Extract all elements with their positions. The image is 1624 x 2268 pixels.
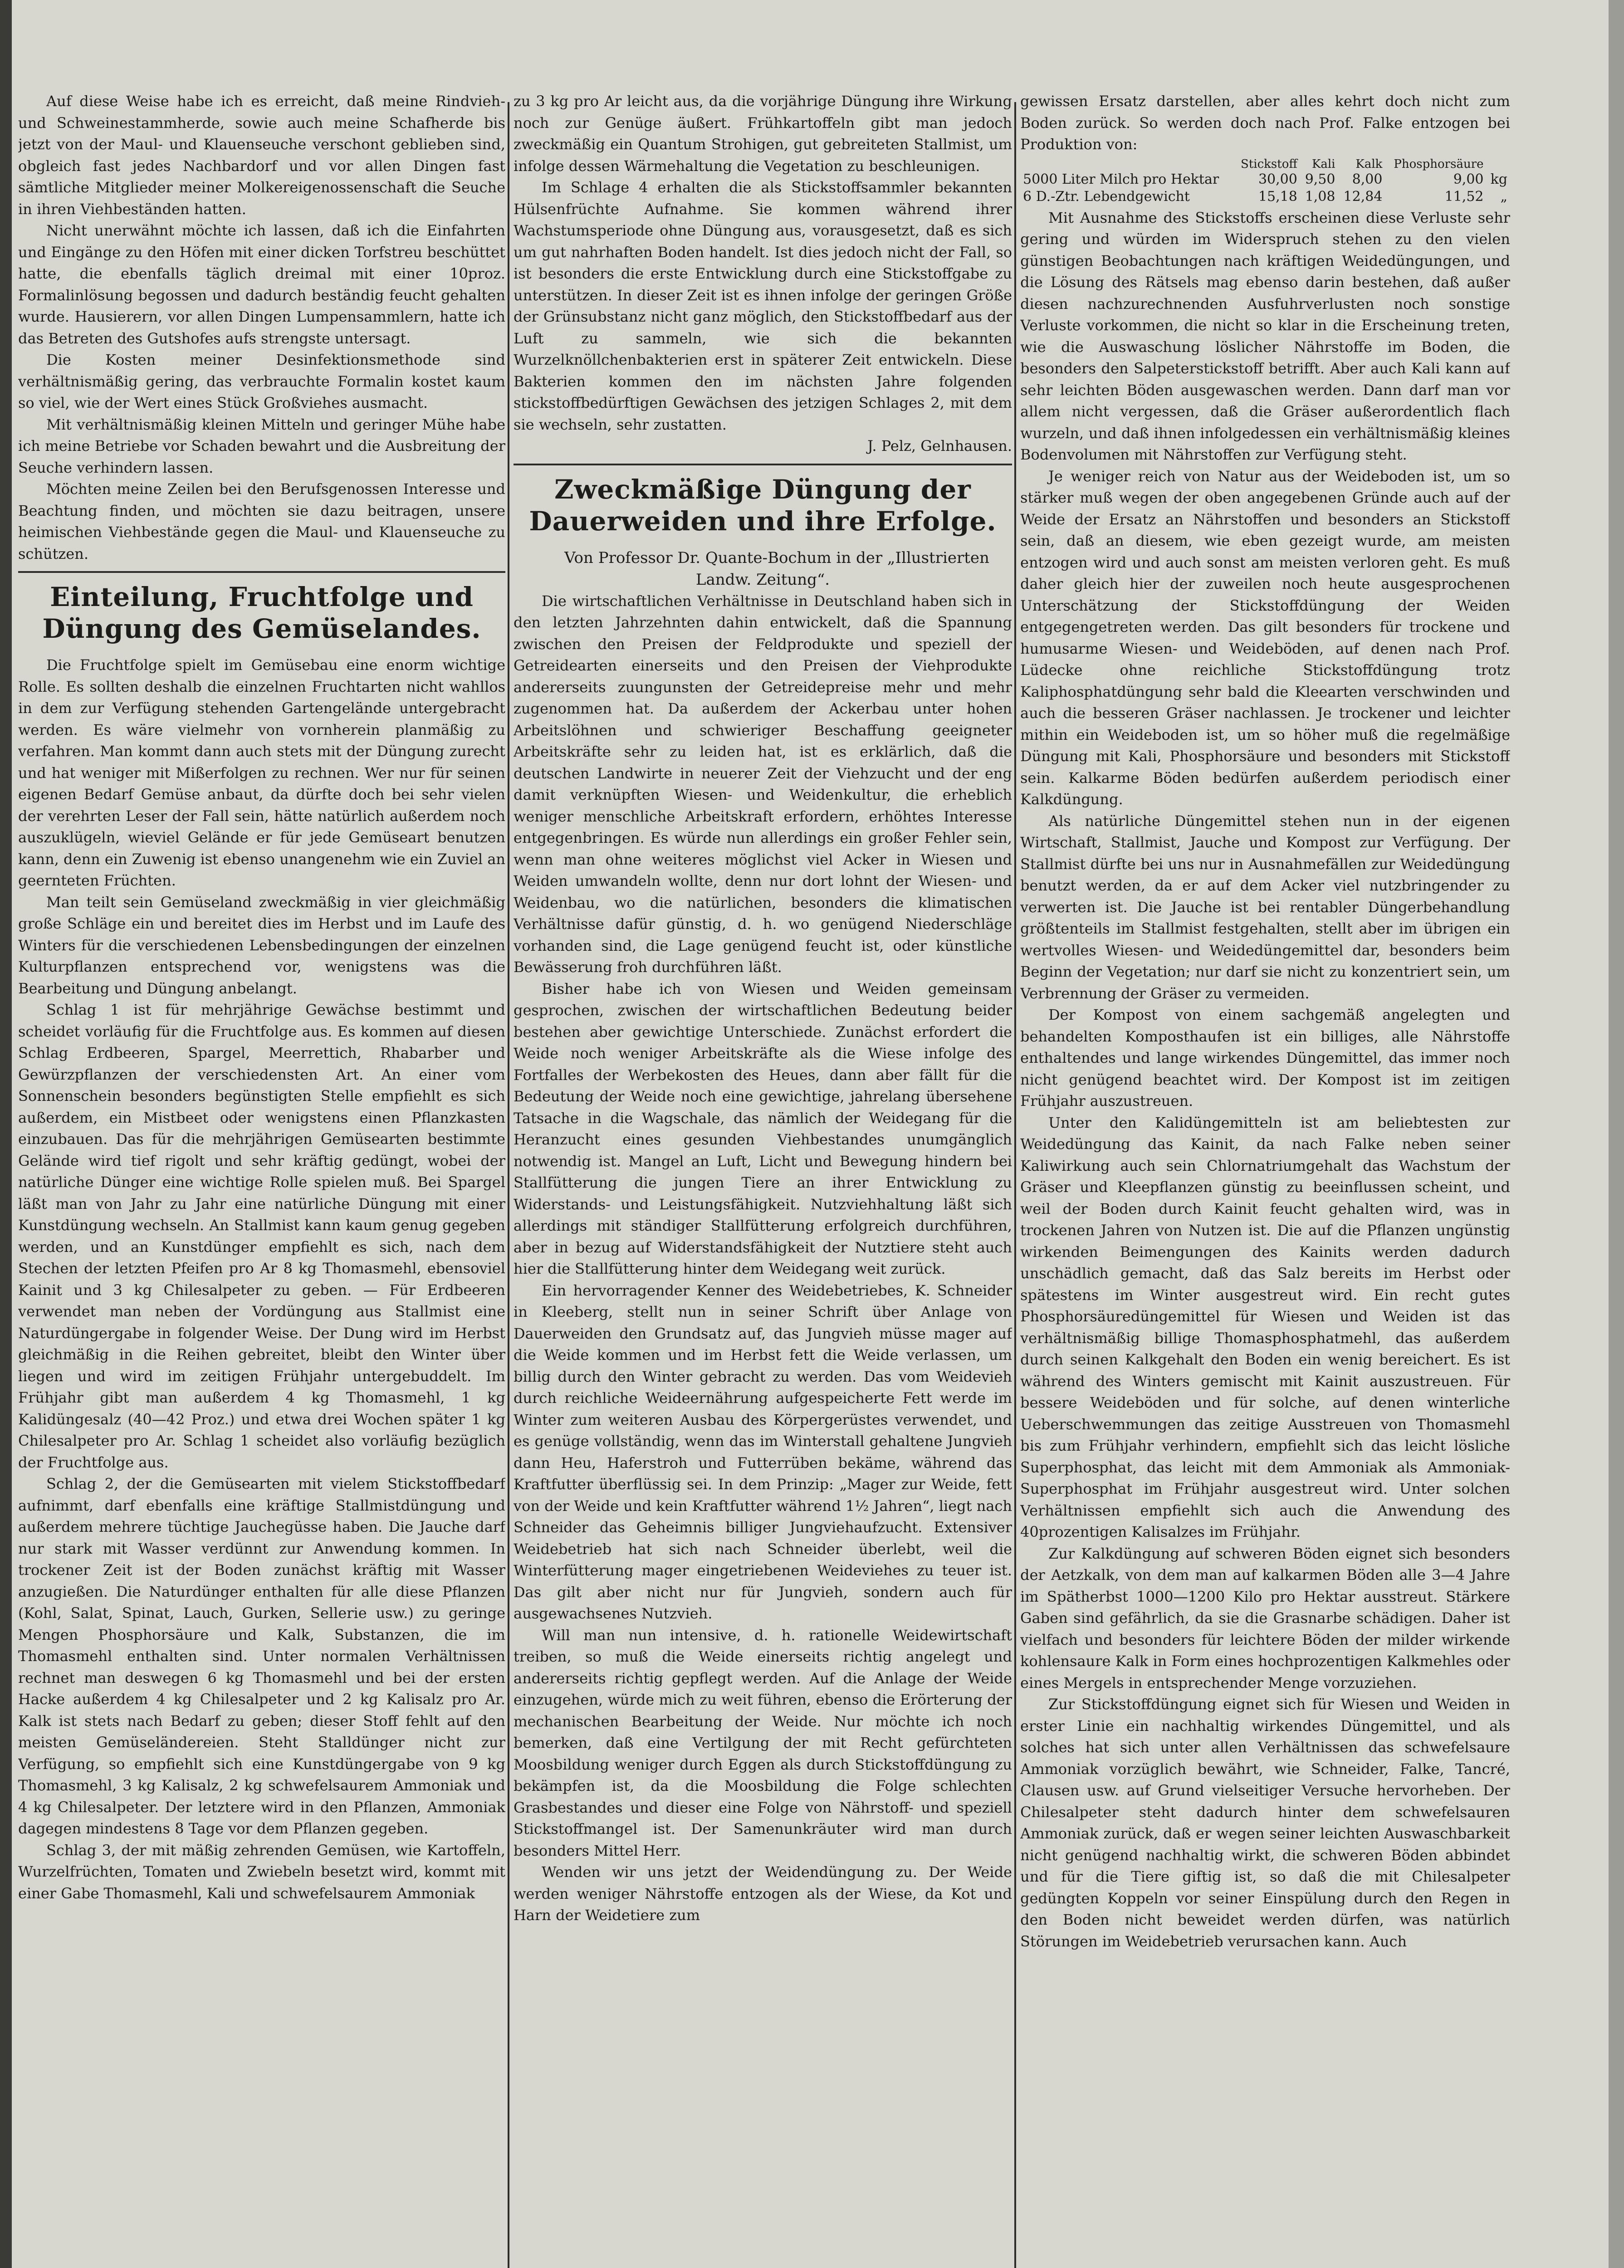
binding-spine [0,0,12,2268]
paragraph: Die wirtschaftlichen Verhältnisse in Deutschland haben sich in den letzten Jahrzehnten dahin entwickelt, daß die Spannung zwischen den Preisen der Feldprodukte und speziell der Getreidearten einerseits und den Preisen der Viehprodukte andererseits zuungunsten der Getreidepreise mehr und mehr zugenommen hat. Da außerdem der Ackerbau unter hohen Arbeitslöhnen und schwieriger Beschaffung geeigneter Arbeitskräfte sehr zu leiden hat, ist es erklärlich, daß die deutschen Landwirte in neuerer Zeit der Viehzucht und der eng damit verknüpften Wiesen- und Weidenkultur, die erheblich weniger menschliche Arbeitskraft erfordern, erhöhtes Interesse entgegenbringen. Es würde nun allerdings ein großer Fehler sein, wenn man ohne weiteres möglichst viel Acker in Wiesen und Weiden umwandeln wollte, denn nur dort lohnt der Wiesen- und Weidenbau, wo die natürlichen, besonders die klimatischen Verhältnisse dafür günstig, d. h. wo genügend Niederschläge vorhanden sind, die Lage genügend feucht ist, oder künstliche Bewässerung froh durchführen läßt. [514,592,1012,976]
paragraph: Mit Ausnahme des Stickstoffs erscheinen diese Verluste sehr gering und würden im Widerspruch stehen zu den vielen günstigen Beobachtungen nach kräftigen Weidedüngungen, und die Lösung des Rätsels mag ebenso darin bestehen, daß außer diesen nachzurechnenden Ausfuhrverlusten noch sonstige Verluste vorkommen, die nicht so klar in die Erscheinung treten, wie die Auswaschung löslicher Nährstoffe im Boden, die besonders den Salpeterstickstoff betrifft. Aber auch Kali kann auf sehr leichten Böden ausgewaschen werden. Dann darf man vor allem nicht vergessen, daß die Gräser außerordentlich flach wurzeln, und daß ihnen infolgedessen ein verhältnismäßig kleines Bodenvolumen mit Nährstoffen zur Verfügung steht. [1020,209,1510,463]
paragraph: Schlag 2, der die Gemüsearten mit vielem Stickstoffbedarf aufnimmt, darf ebenfalls eine kräftige Stallmistdüngung und außerdem mehrere tüchtige Jauchegüsse haben. Die Jauche darf nur stark mit Wasser verdünnt zur Anwendung kommen. In trockener Zeit ist der Boden zunächst kräftig mit Wasser anzugießen. Die Naturdünger enthalten für alle diese Pflanzen (Kohl, Salat, Spinat, Lauch, Gurken, Sellerie usw.) zu geringe Mengen Phosphorsäure und Kalk, Substanzen, die im Thomasmehl enthalten sind. Unter normalen Verhältnissen rechnet man deswegen 6 kg Thomasmehl und bei der ersten Hacke außerdem 4 kg Chilesalpeter und 2 kg Kalisalz pro Ar. Kalk ist stets nach Bedarf zu geben; dieser Stoff fehlt auf den meisten Gemüseländereien. Steht Stalldünger nicht zur Verfügung, so empfiehlt sich eine Kunstdüngergabe von 9 kg Thomasmehl, 3 kg Kalisalz, 2 kg schwefelsaurem Ammoniak und 4 kg Chilesalpeter. Der letztere wird in den Pflanzen, Ammoniak dagegen mindestens 8 Tage vor dem Pflanzen gegeben. [18,1475,505,1837]
paragraph: Mit verhältnismäßig kleinen Mitteln und geringer Mühe habe ich meine Betriebe vor Schaden bewahrt und die Ausbreitung der Seuche verhindern lassen. [18,415,505,476]
table-header: Kalk [1355,157,1383,171]
table-cell: 6 D.-Ztr. Lebendgewicht [1023,188,1190,205]
column-middle [514,91,1012,2268]
section-divider [514,464,1012,465]
paragraph: Zur Kalkdüngung auf schweren Böden eignet sich besonders der Aetzkalk, von dem man auf kalkarmen Böden alle 3—4 Jahre im Spätherbst 1000—1200 Kilo pro Hektar ausstreut. Stärkere Gaben sind gefährlich, da sie die Grasnarbe schädigen. Daher ist vielfach und besonders für leichtere Böden der milder wirkende kohlensaure Kalk in Form eines hochprozentigen Kalkmehles oder eines Mergels in entsprechender Menge vorzuziehen. [1020,1545,1510,1691]
paragraph: Nicht unerwähnt möchte ich lassen, daß ich die Einfahrten und Eingänge zu den Höfen mit einer dicken Torfstreu beschüttet hatte, die ebenfalls täglich dreimal mit einer 10proz. Formalinlösung begossen und dadurch beständig feucht gehalten wurde. Hausierern, vor allen Dingen Lumpensammlern, hatte ich das Betreten des Gutshofes aufs strengste untersagt. [18,222,505,347]
table-cell: 9,00 [1453,171,1484,187]
paragraph: Je weniger reich von Natur aus der Weideboden ist, um so stärker muß wegen der oben angegebenen Gründe auch auf der Weide der Ersatz an Nährstoffen und besonders an Stickstoff sein, daß an diesem, wie eben gezeigt wurde, am meisten entzogen wird und auch sonst am meisten verloren geht. Es muß daher gleich hier der zuweilen noch heute ausgesprochenen Unterschätzung der Stickstoffdüngung der Weiden entgegengetreten werden. Das gilt besonders für trockene und humusarme Wiesen- und Weideböden, auf denen nach Prof. Lüdecke ohne reichliche Stickstoffdüngung trotz Kaliphosphatdüngung sehr bald die Kleearten verschwinden und auch die besseren Gräser nachlassen. Je trockener und leichter mithin ein Weideboden ist, um so höher muß die regelmäßige Düngung mit Kali, Phosphorsäure und besonders mit Stickstoff sein. Kalkarme Böden bedürfen außerdem periodisch einer Kalkdüngung. [1020,467,1510,808]
article-heading: Zweckmäßige Düngung der Dauerweiden und ihre Erfolge. [529,474,997,537]
table-header: Phosphorsäure [1394,157,1484,171]
paragraph: Bisher habe ich von Wiesen und Weiden gemeinsam gesprochen, zwischen der wirtschaftlichen Bedeutung beider bestehen aber gewichtige Unterschiede. Zunächst erfordert die Weide noch weniger Arbeitskräfte als die Wiese infolge des Fortfalles der Werbekosten des Heues, dann aber fällt für die Bedeutung der Weide noch eine gewichtige, jahrelang übersehene Tatsache in die Wagschale, das nämlich der Weidegang für die Heranzucht eines gesunden Viehbestandes unumgänglich notwendig ist. Mangel an Luft, Licht und Bewegung hindern bei Stallfütterung die jungen Tiere an ihrer Entwicklung zu Widerstands- und Leistungsfähigkeit. Nutzviehhaltung läßt sich allerdings mit ständiger Stallfütterung erfolgreich durchführen, aber in bezug auf Widerstandsfähigkeit der Nutztiere steht auch hier die Stallfütterung hinter dem Weidegang weit zurück. [514,980,1012,1277]
table-header: Kali [1311,157,1335,171]
paragraph: Wenden wir uns jetzt der Weidendüngung zu. Der Weide werden weniger Nährstoffe entzogen als der Wiese, da Kot und Harn der Weidetiere zum [514,1863,1012,1924]
paragraph: Im Schlage 4 erhalten die als Stickstoffsammler bekannten Hülsenfrüchte Aufnahme. Sie kommen während ihrer Wachstumsperiode ohne Düngung aus, vorausgesetzt, daß es sich um gut nahrhaften Boden handelt. Ist dies jedoch nicht der Fall, so ist besonders die erste Entwicklung durch eine Stickstoffgabe zu unterstützen. In dieser Zeit ist es ihnen infolge der geringen Größe der Grünsubstanz nicht ganz möglich, den Stickstoffbedarf aus der Luft zu sammeln, wie sich die bekannten Wurzelknöllchenbakterien erst in späterer Zeit entwickeln. Diese Bakterien kommen den im nächsten Jahre folgenden stickstoffbedürftigen Gewächsen des jetzigen Schlages 2, mit dem sie wechseln, sehr zustatten. [514,179,1012,433]
paragraph: zu 3 kg pro Ar leicht aus, da die vorjährige Düngung ihre Wirkung noch zur Genüge äußert. Frühkartoffeln gibt man jedoch zweckmäßig ein Quantum Strohigen, gut gebreiteten Stallmist, um infolge dessen Wärmehaltung die Vegetation zu beschleunigen. [514,93,1012,175]
paragraph: Die Kosten meiner Desinfektionsmethode sind verhältnismäßig gering, das verbrauchte Formalin kostet kaum so viel, wie der Wert eines Stück Großviehes ausmacht. [18,351,505,411]
paragraph: Auf diese Weise habe ich es erreicht, daß meine Rindvieh- und Schweinestammherde, sowie auch meine Schafherde bis jetzt von der Maul- und Klauenseuche verschont geblieben sind, obgleich fast jedes Nachbardorf und vor allen Dingen fast sämtliche Mitglieder meiner Molkereigenossenschaft die Seuche in ihren Viehbeständen hatten. [18,93,505,218]
table-cell: 30,00 [1258,171,1297,187]
column-rule [508,102,509,2268]
table-row [1020,188,1510,205]
paragraph: Will man nun intensive, d. h. rationelle Weidewirtschaft treiben, so muß die Weide einerseits richtig angelegt und andererseits richtig gepflegt werden. Auf die Anlage der Weide einzugehen, würde mich zu weit führen, ebenso die Erörterung der mechanischen Bearbeitung der Weide. Nur möchte ich noch bemerken, daß eine Vertilgung der mit Recht gefürchteten Moosbildung weniger durch Eggen als durch Stickstoffdüngung zu bekämpfen ist, da die Moosbildung die Folge schlechten Grasbestandes und dieser eine Folge von Nährstoff- und speziell Stickstoffmangel ist. Der Samenunkräuter wird man durch besonders Mittel Herr. [514,1626,1012,1859]
paragraph: Die Fruchtfolge spielt im Gemüsebau eine enorm wichtige Rolle. Es sollten deshalb die einzelnen Fruchtarten nicht wahllos in dem zur Verfügung stehenden Gartengelände untergebracht werden. Es wäre vielmehr von vornherein planmäßig zu verfahren. Man kommt dann auch stets mit der Düngung zurecht und hat weniger mit Mißerfolgen zu rechnen. Wer nur für seinen eigenen Bedarf Gemüse anbaut, da dürfte doch bei sehr vielen der verehrten Leser der Fall sein, hätte natürlich außerdem noch auszuklügeln, wieviel Gelände er für jede Gemüseart benutzen kann, denn ein Zuwenig ist ebenso unangenehm wie ein Zuviel an geernteten Früchten. [18,656,505,889]
page-edge [1609,0,1624,2268]
table-cell: 8,00 [1352,171,1383,187]
table-cell: 1,08 [1305,188,1335,205]
paragraph: Ein hervorragender Kenner des Weidebetriebes, K. Schneider in Kleeberg, stellt nun in seiner Schrift über Anlage von Dauerweiden den Grundsatz auf, das Jungvieh müsse mager auf die Weide kommen und im Herbst fett die Weide verlassen, um billig durch den Winter gebracht zu werden. Das vom Weidevieh durch reichliche Weideernährung aufgespeicherte Fett werde im Winter zum weiteren Ausbau des Körpergerüstes verwendet, und es genüge vollständig, wenn das im Winterstall gehaltene Jungvieh dann Heu, Haferstroh und Futterrüben bekäme, während das Kraftfutter überflüssig sei. In dem Prinzip: „Mager zur Weide, fett von der Weide und kein Kraftfutter während 1½ Jahren“, liegt nach Schneider das Geheimnis billiger Jungviehaufzucht. Extensiver Weidebetrieb hat sich nach Schneider überlebt, weil die Winterfütterung mager eingetriebenen Weideviehes zu teuer ist. Das gilt aber nicht nur für Jungvieh, sondern auch für ausgewachsenes Nutzvieh. [514,1281,1012,1622]
table-header [1020,157,1234,171]
table-row [1020,171,1510,188]
paragraph: gewissen Ersatz darstellen, aber alles kehrt doch nicht zum Boden zurück. So werden doch nach Prof. Falke entzogen bei Produktion von: [1020,93,1510,153]
article-heading: Einteilung, Fruchtfolge und Düngung des Gemüselandes. [42,582,481,644]
paragraph: Schlag 3, der mit mäßig zehrenden Gemüsen, wie Kartoffeln, Wurzelfrüchten, Tomaten und Zwiebeln besetzt wird, kommt mit einer Gabe Thomasmehl, Kali und schwefelsaurem Ammoniak [18,1841,505,1902]
nutrient-table [1020,157,1510,205]
article-byline: Von Professor Dr. Quante-Bochum in der „Illustrierten Landw. Zeitung“. [564,548,989,589]
table-header: Stickstoff [1241,157,1297,171]
paragraph: Zur Stickstoffdüngung eignet sich für Wiesen und Weiden in erster Linie ein nachhaltig wirkendes Düngemittel, und als solches hat sich unter allen Verhältnissen das schwefelsaure Ammoniak vorzüglich bewährt, wie Schneider, Falke, Tancré, Clausen usw. auf Grund vielseitiger Versuche hervorheben. Der Chilesalpeter steht dadurch hinter dem schwefelsauren Ammoniak zurück, daß er wegen seiner leichten Auswaschbarkeit nicht genügend nachhaltig wirkt, die schweren Böden abbindet und für die Tiere giftig ist, so daß die mit Chilesalpeter gedüngten Koppeln vor seiner Einspülung durch den Regen in den Boden nicht beweidet werden dürfen, was natürlich Störungen im Weidebetrieb verursachen kann. Auch [1020,1696,1510,1950]
table-cell: 5000 Liter Milch pro Hektar [1023,171,1219,187]
table-cell: 9,50 [1305,171,1335,187]
paragraph: Der Kompost von einem sachgemäß angelegten und behandelten Komposthaufen ist ein billiges, alle Nährstoffe enthaltendes und lange wirkendes Düngemittel, das immer noch nicht genügend beachtet wird. Der Kompost ist im zeitigen Frühjahr auszustreuen. [1020,1006,1510,1110]
column-rule [1014,102,1016,2268]
table-cell: kg [1490,171,1507,187]
column-right [1020,91,1510,2268]
table-header [1487,157,1510,171]
author-signature: J. Pelz, Gelnhausen. [867,437,1012,455]
table-cell: 12,84 [1343,188,1383,205]
paragraph: Schlag 1 ist für mehrjährige Gewächse bestimmt und scheidet vorläufig für die Fruchtfolge aus. Es kommen auf diesen Schlag Erdbeeren, Spargel, Meerrettich, Rhabarber und Gewürzpflanzen der verschiedensten Art. An einer vom Sonnenschein besonders begünstigten Stelle empfiehlt es sich außerdem, ein Mistbeet oder wenigstens einen Pflanzkasten einzubauen. Das für die mehrjährigen Gemüsearten bestimmte Gelände wird tief rigolt und sehr kräftig gedüngt, wobei der natürliche Dünger eine wichtige Rolle spielen muß. Bei Spargel läßt man von Jahr zu Jahr eine natürliche Düngung mit einer Kunstdüngung wechseln. An Stallmist kann kaum genug gegeben werden, und an Kunstdünger empfiehlt es sich, nach dem Stechen der letzten Pfeifen pro Ar 8 kg Thomasmehl, ebensoviel Kainit und 3 kg Chilesalpeter zu geben. — Für Erdbeeren verwendet man neben der Vordüngung aus Stallmist eine Naturdüngergabe in folgender Weise. Der Dung wird im Herbst gleichmäßig in die Reihen gebreitet, bleibt den Winter über liegen und wird im zeitigen Frühjahr untergebuddelt. Im Frühjahr gibt man außerdem 4 kg Thomasmehl, 1 kg Kalidüngesalz (40—42 Proz.) und etwa drei Wochen später 1 kg Chilesalpeter pro Ar. Schlag 1 scheidet also vorläufig bezüglich der Fruchtfolge aus. [18,1001,505,1471]
paragraph: Als natürliche Düngemittel stehen nun in der eigenen Wirtschaft, Stallmist, Jauche und Kompost zur Verfügung. Der Stallmist dürfte bei uns nur in Ausnahmefällen zur Weidedüngung benutzt werden, da er auf dem Acker viel nutzbringender zu verwerten ist. Die Jauche ist bei rentabler Düngerbehandlung größtenteils im Stallmist festgehalten, stellt aber im übrigen ein wertvolles Wiesen- und Weidedüngemittel dar, besonders beim Beginn der Vegetation; nur darf sie nicht zu konzentriert sein, um Verbrennung der Gräser zu vermeiden. [1020,812,1510,1002]
paragraph: Man teilt sein Gemüseland zweckmäßig in vier gleichmäßig große Schläge ein und bereitet dies im Herbst und im Laufe des Winters für die verschiedenen Lebensbedingungen der einzelnen Kulturpflanzen entsprechend vor, wenigstens was die Bearbeitung und Düngung anbelangt. [18,893,505,997]
column-left [18,91,505,2268]
paragraph: Unter den Kalidüngemitteln ist am beliebtesten zur Weidedüngung das Kainit, da nach Falke neben seiner Kaliwirkung auch sein Chlornatriumgehalt das Wachstum der Gräser und Kleepflanzen günstig zu beeinflussen scheint, und weil der Boden durch Kainit feucht gehalten wird, was in trockenen Jahren von Nutzen ist. Die auf die Pflanzen ungünstig wirkenden Beimengungen des Kainits werden dadurch unschädlich gemacht, daß das Salz bereits im Herbst oder spätestens im Winter ausgestreut wird. Ein recht gutes Phosphorsäuredüngemittel für Wiesen und Weiden ist das verhältnismäßig billige Thomasphosphatmehl, das außerdem durch seinen Kalkgehalt den Boden ein wenig bereichert. Es ist während des Winters gemischt mit Kainit auszustreuen. Für bessere Weideböden und für solche, auf denen winterliche Ueberschwemmungen das zeitige Ausstreuen von Thomasmehl bis zum Frühjahr verhindern, empfiehlt sich das leicht lösliche Superphosphat, das leicht mit dem Ammoniak als Ammoniak-Superphosphat im Frühjahr ausgestreut wird. Unter solchen Verhältnissen empfiehlt sich auch die Anwendung des 40prozentigen Kalisalzes im Frühjahr. [1020,1114,1510,1540]
table-cell: 15,18 [1258,188,1297,205]
section-divider [18,571,505,573]
table-cell: „ [1500,188,1507,205]
paragraph: Möchten meine Zeilen bei den Berufsgenossen Interesse und Beachtung finden, und möchten sie dazu beitragen, unsere heimischen Viehbestände gegen die Maul- und Klauenseuche zu schützen. [18,480,505,562]
table-cell: 11,52 [1444,188,1484,205]
table-header-row [1020,157,1510,171]
